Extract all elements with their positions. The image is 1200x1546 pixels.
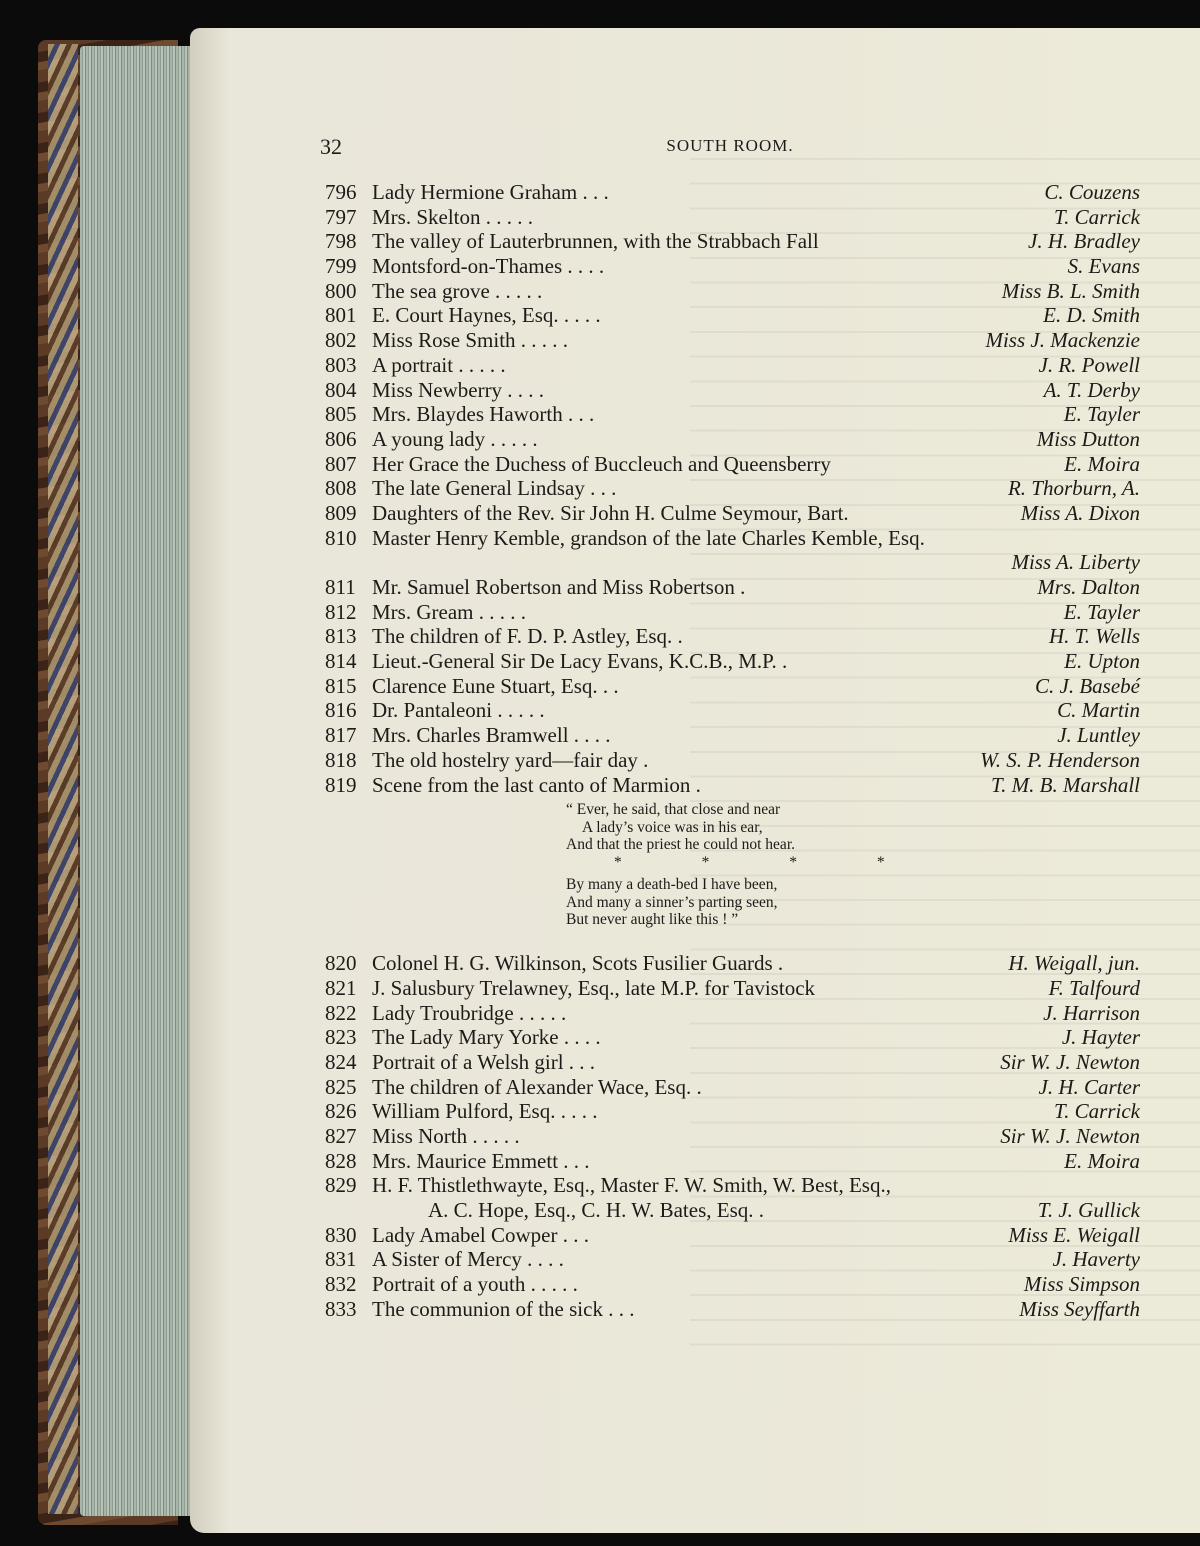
entry-title: Mrs. Skelton . . . . . <box>372 204 534 229</box>
entries-part-1 <box>320 180 1140 797</box>
entry-number: 816 <box>325 698 357 723</box>
entry-title: Dr. Pantaleoni . . . . . <box>372 698 545 723</box>
entry-artist: W. S. P. Henderson <box>980 747 1140 772</box>
entry-artist: F. Talfourd <box>1048 975 1140 1000</box>
entry-number: 805 <box>325 402 357 427</box>
entry-number: 799 <box>325 254 357 279</box>
entry-artist: Miss J. Mackenzie <box>985 328 1140 353</box>
catalogue-entry <box>320 649 1140 674</box>
entry-number: 800 <box>325 278 357 303</box>
entry-number: 817 <box>325 723 357 748</box>
entry-artist: J. H. Bradley <box>1028 229 1140 254</box>
entry-number: 830 <box>325 1222 357 1247</box>
entry-artist: E. D. Smith <box>1043 303 1140 328</box>
entry-number: 796 <box>325 180 357 204</box>
entry-number: 801 <box>325 303 357 328</box>
catalogue-entry <box>320 575 1140 600</box>
entry-artist: Miss A. Dixon <box>1020 500 1140 525</box>
entry-title: Portrait of a Welsh girl . . . <box>372 1049 596 1074</box>
entry-artist: J. Haverty <box>1052 1247 1140 1272</box>
entry-title: Mrs. Gream . . . . . <box>372 599 526 624</box>
catalogue-entry <box>320 1272 1140 1297</box>
entry-artist: E. Moira <box>1064 451 1140 476</box>
entry-title: E. Court Haynes, Esq. . . . . <box>372 303 601 328</box>
entry-title: A young lady . . . . . <box>372 426 538 451</box>
entry-artist: Sir W. J. Newton <box>1000 1124 1140 1148</box>
entry-number: 823 <box>325 1025 357 1050</box>
catalogue-entry <box>320 1223 1140 1248</box>
catalogue-entry <box>320 624 1140 649</box>
entry-title: Montsford-on-Thames . . . . <box>372 254 605 279</box>
quote-line: And that the priest he could not hear. <box>566 836 795 854</box>
entry-artist: J. Luntley <box>1057 723 1140 748</box>
entry-title: Miss Newberry . . . . <box>372 377 545 402</box>
running-head: SOUTH ROOM. <box>666 136 794 155</box>
entry-number: 818 <box>325 747 357 772</box>
entry-title: The sea grove . . . . . <box>372 278 543 303</box>
entry-title: Mrs. Charles Bramwell . . . . <box>372 723 611 748</box>
catalogue-entry <box>320 674 1140 699</box>
catalogue-entry <box>320 427 1140 452</box>
entry-number: 820 <box>325 951 357 976</box>
entry-title: The children of F. D. P. Astley, Esq. . <box>372 624 683 649</box>
entry-artist: C. Martin <box>1057 698 1140 723</box>
marbled-endpaper <box>48 44 78 1514</box>
entry-title: J. Salusbury Trelawney, Esq., late M.P. for Tavistock <box>372 975 816 1000</box>
entry-artist: J. H. Carter <box>1038 1074 1140 1099</box>
catalogue-entry <box>320 229 1140 254</box>
poem-quote <box>320 797 1140 951</box>
catalogue-entry <box>320 1297 1140 1322</box>
entry-artist: T. J. Gullick <box>1037 1198 1140 1223</box>
entry-number: 819 <box>325 772 357 797</box>
entry-artist: J. Harrison <box>1043 1000 1140 1025</box>
entry-artist: E. Upton <box>1064 649 1140 674</box>
entry-number: 798 <box>325 229 357 254</box>
entry-title: Portrait of a youth . . . . . <box>372 1272 578 1297</box>
catalogue-entry <box>320 180 1140 205</box>
entry-title: A Sister of Mercy . . . . <box>372 1247 564 1272</box>
entry-title: Lady Hermione Graham . . . <box>372 180 609 204</box>
entry-artist: A. T. Derby <box>1043 377 1140 402</box>
entry-number: 814 <box>325 649 357 674</box>
entry-title: The old hostelry yard—fair day . <box>372 747 649 772</box>
quote-line: By many a death-bed I have been, <box>566 876 778 894</box>
entry-number: 802 <box>325 328 357 353</box>
entry-artist: E. Tayler <box>1063 599 1140 624</box>
entry-number: 828 <box>325 1148 357 1173</box>
catalogue-entry <box>320 476 1140 501</box>
catalogue-entry <box>320 205 1140 230</box>
catalogue-entry <box>320 1099 1140 1124</box>
catalogue-entry <box>320 1198 1140 1223</box>
catalogue-entry <box>320 303 1140 328</box>
quote-line: “ Ever, he said, that close and near <box>566 801 781 819</box>
catalogue-entry <box>320 1247 1140 1272</box>
entry-title: Lady Troubridge . . . . . <box>372 1000 567 1025</box>
entry-number: 797 <box>325 204 357 229</box>
entry-title: Daughters of the Rev. Sir John H. Culme Seymour, Bart. <box>372 500 849 525</box>
catalogue-entry <box>320 600 1140 625</box>
entry-number: 806 <box>325 426 357 451</box>
asterism: * * * * <box>614 853 923 871</box>
entry-artist: R. Thorburn, A. <box>1007 476 1140 501</box>
entry-number: 831 <box>325 1247 357 1272</box>
catalogue-entry <box>320 698 1140 723</box>
catalogue-entry <box>320 951 1140 976</box>
entry-title: A. C. Hope, Esq., C. H. W. Bates, Esq. . <box>428 1198 764 1223</box>
entries-part-2 <box>320 951 1140 1321</box>
quote-line: A lady’s voice was in his ear, <box>582 818 763 836</box>
entry-artist: J. R. Powell <box>1038 352 1140 377</box>
entry-artist: Miss Seyffarth <box>1019 1296 1140 1321</box>
entry-artist: Miss E. Weigall <box>1008 1222 1140 1247</box>
entry-number: 822 <box>325 1000 357 1025</box>
entry-artist: H. Weigall, jun. <box>1008 951 1140 976</box>
catalogue-entry <box>320 279 1140 304</box>
entry-artist: Miss A. Liberty <box>1011 550 1140 575</box>
entry-title: Clarence Eune Stuart, Esq. . . <box>372 673 619 698</box>
entry-title: The communion of the sick . . . <box>372 1296 635 1321</box>
page-content <box>320 0 1200 1546</box>
entry-title: The children of Alexander Wace, Esq. . <box>372 1074 702 1099</box>
entry-number: 832 <box>325 1272 357 1297</box>
entry-artist: C. J. Basebé <box>1035 673 1140 698</box>
entry-number: 815 <box>325 673 357 698</box>
entry-artist: T. M. B. Marshall <box>991 772 1140 797</box>
entry-number: 829 <box>325 1173 357 1198</box>
entry-number: 807 <box>325 451 357 476</box>
catalogue-entry <box>320 1149 1140 1174</box>
page-header <box>320 134 1140 160</box>
catalogue-entry <box>320 1124 1140 1149</box>
catalogue-entry <box>320 378 1140 403</box>
entry-title: Mrs. Maurice Emmett . . . <box>372 1148 590 1173</box>
entry-number: 833 <box>325 1296 357 1321</box>
catalogue-entry <box>320 328 1140 353</box>
entry-number: 813 <box>325 624 357 649</box>
entry-title: Lieut.-General Sir De Lacy Evans, K.C.B., M.P. . <box>372 649 788 674</box>
entry-artist: E. Tayler <box>1063 402 1140 427</box>
entry-artist: T. Carrick <box>1054 1099 1140 1124</box>
entry-title: Master Henry Kemble, grandson of the late Charles Kemble, Esq. <box>372 525 925 550</box>
entry-title: William Pulford, Esq. . . . . <box>372 1099 598 1124</box>
entry-title: Mrs. Blaydes Haworth . . . <box>372 402 595 427</box>
entry-artist: Miss B. L. Smith <box>1001 278 1140 303</box>
quote-line: But never aught like this ! ” <box>566 911 739 929</box>
page-edges <box>80 46 200 1516</box>
catalogue-entry <box>320 1050 1140 1075</box>
entry-title: Lady Amabel Cowper . . . <box>372 1222 589 1247</box>
catalogue-entry <box>320 1025 1140 1050</box>
catalogue-entry <box>320 526 1140 551</box>
entry-number: 812 <box>325 599 357 624</box>
entry-title: A portrait . . . . . <box>372 352 506 377</box>
entry-number: 826 <box>325 1099 357 1124</box>
entry-number: 811 <box>325 575 356 599</box>
catalogue-entry <box>320 501 1140 526</box>
entry-number: 824 <box>325 1049 357 1074</box>
catalogue-entry <box>320 976 1140 1001</box>
entry-artist: E. Moira <box>1064 1148 1140 1173</box>
entry-number: 808 <box>325 476 357 501</box>
entry-artist: Miss Dutton <box>1036 426 1140 451</box>
entry-number: 810 <box>325 525 357 550</box>
entry-title: Miss Rose Smith . . . . . <box>372 328 569 353</box>
catalogue-entry <box>320 1173 1140 1198</box>
entry-artist: C. Couzens <box>1044 180 1140 204</box>
entry-title: The late General Lindsay . . . <box>372 476 617 501</box>
catalogue-entry <box>320 1075 1140 1100</box>
catalogue-entry <box>320 402 1140 427</box>
entry-artist: J. Hayter <box>1061 1025 1140 1050</box>
entry-number: 821 <box>325 975 357 1000</box>
page-number: 32 <box>320 134 342 159</box>
entry-title: Scene from the last canto of Marmion . <box>372 772 701 797</box>
entry-artist: Mrs. Dalton <box>1037 575 1140 599</box>
entry-artist: Miss Simpson <box>1023 1272 1140 1297</box>
catalogue-entry <box>320 452 1140 477</box>
entry-number: 809 <box>325 500 357 525</box>
entry-artist: H. T. Wells <box>1048 624 1140 649</box>
catalogue-entry <box>320 550 1140 575</box>
entry-title: Miss North . . . . . <box>372 1124 520 1148</box>
entry-artist: Sir W. J. Newton <box>1000 1049 1140 1074</box>
entry-title: Colonel H. G. Wilkinson, Scots Fusilier Guards . <box>372 951 784 976</box>
entry-artist: S. Evans <box>1067 254 1140 279</box>
entry-title: The Lady Mary Yorke . . . . <box>372 1025 601 1050</box>
entry-number: 827 <box>325 1124 357 1148</box>
catalogue-entry <box>320 748 1140 773</box>
catalogue-entry <box>320 773 1140 798</box>
catalogue-entry <box>320 723 1140 748</box>
catalogue-list <box>320 180 1140 1322</box>
catalogue-entry <box>320 1001 1140 1026</box>
entry-title: The valley of Lauterbrunnen, with the Strabbach Fall <box>372 229 819 254</box>
entry-number: 804 <box>325 377 357 402</box>
entry-title: Her Grace the Duchess of Buccleuch and Queensberry <box>372 451 831 476</box>
catalogue-entry <box>320 353 1140 378</box>
catalogue-entry <box>320 254 1140 279</box>
quote-line: And many a sinner’s parting seen, <box>566 893 778 911</box>
entry-artist: T. Carrick <box>1054 204 1140 229</box>
entry-number: 825 <box>325 1074 357 1099</box>
entry-number: 803 <box>325 352 357 377</box>
entry-title: Mr. Samuel Robertson and Miss Robertson . <box>372 575 746 599</box>
entry-title: H. F. Thistlethwayte, Esq., Master F. W. Smith, W. Best, Esq., <box>372 1173 891 1198</box>
